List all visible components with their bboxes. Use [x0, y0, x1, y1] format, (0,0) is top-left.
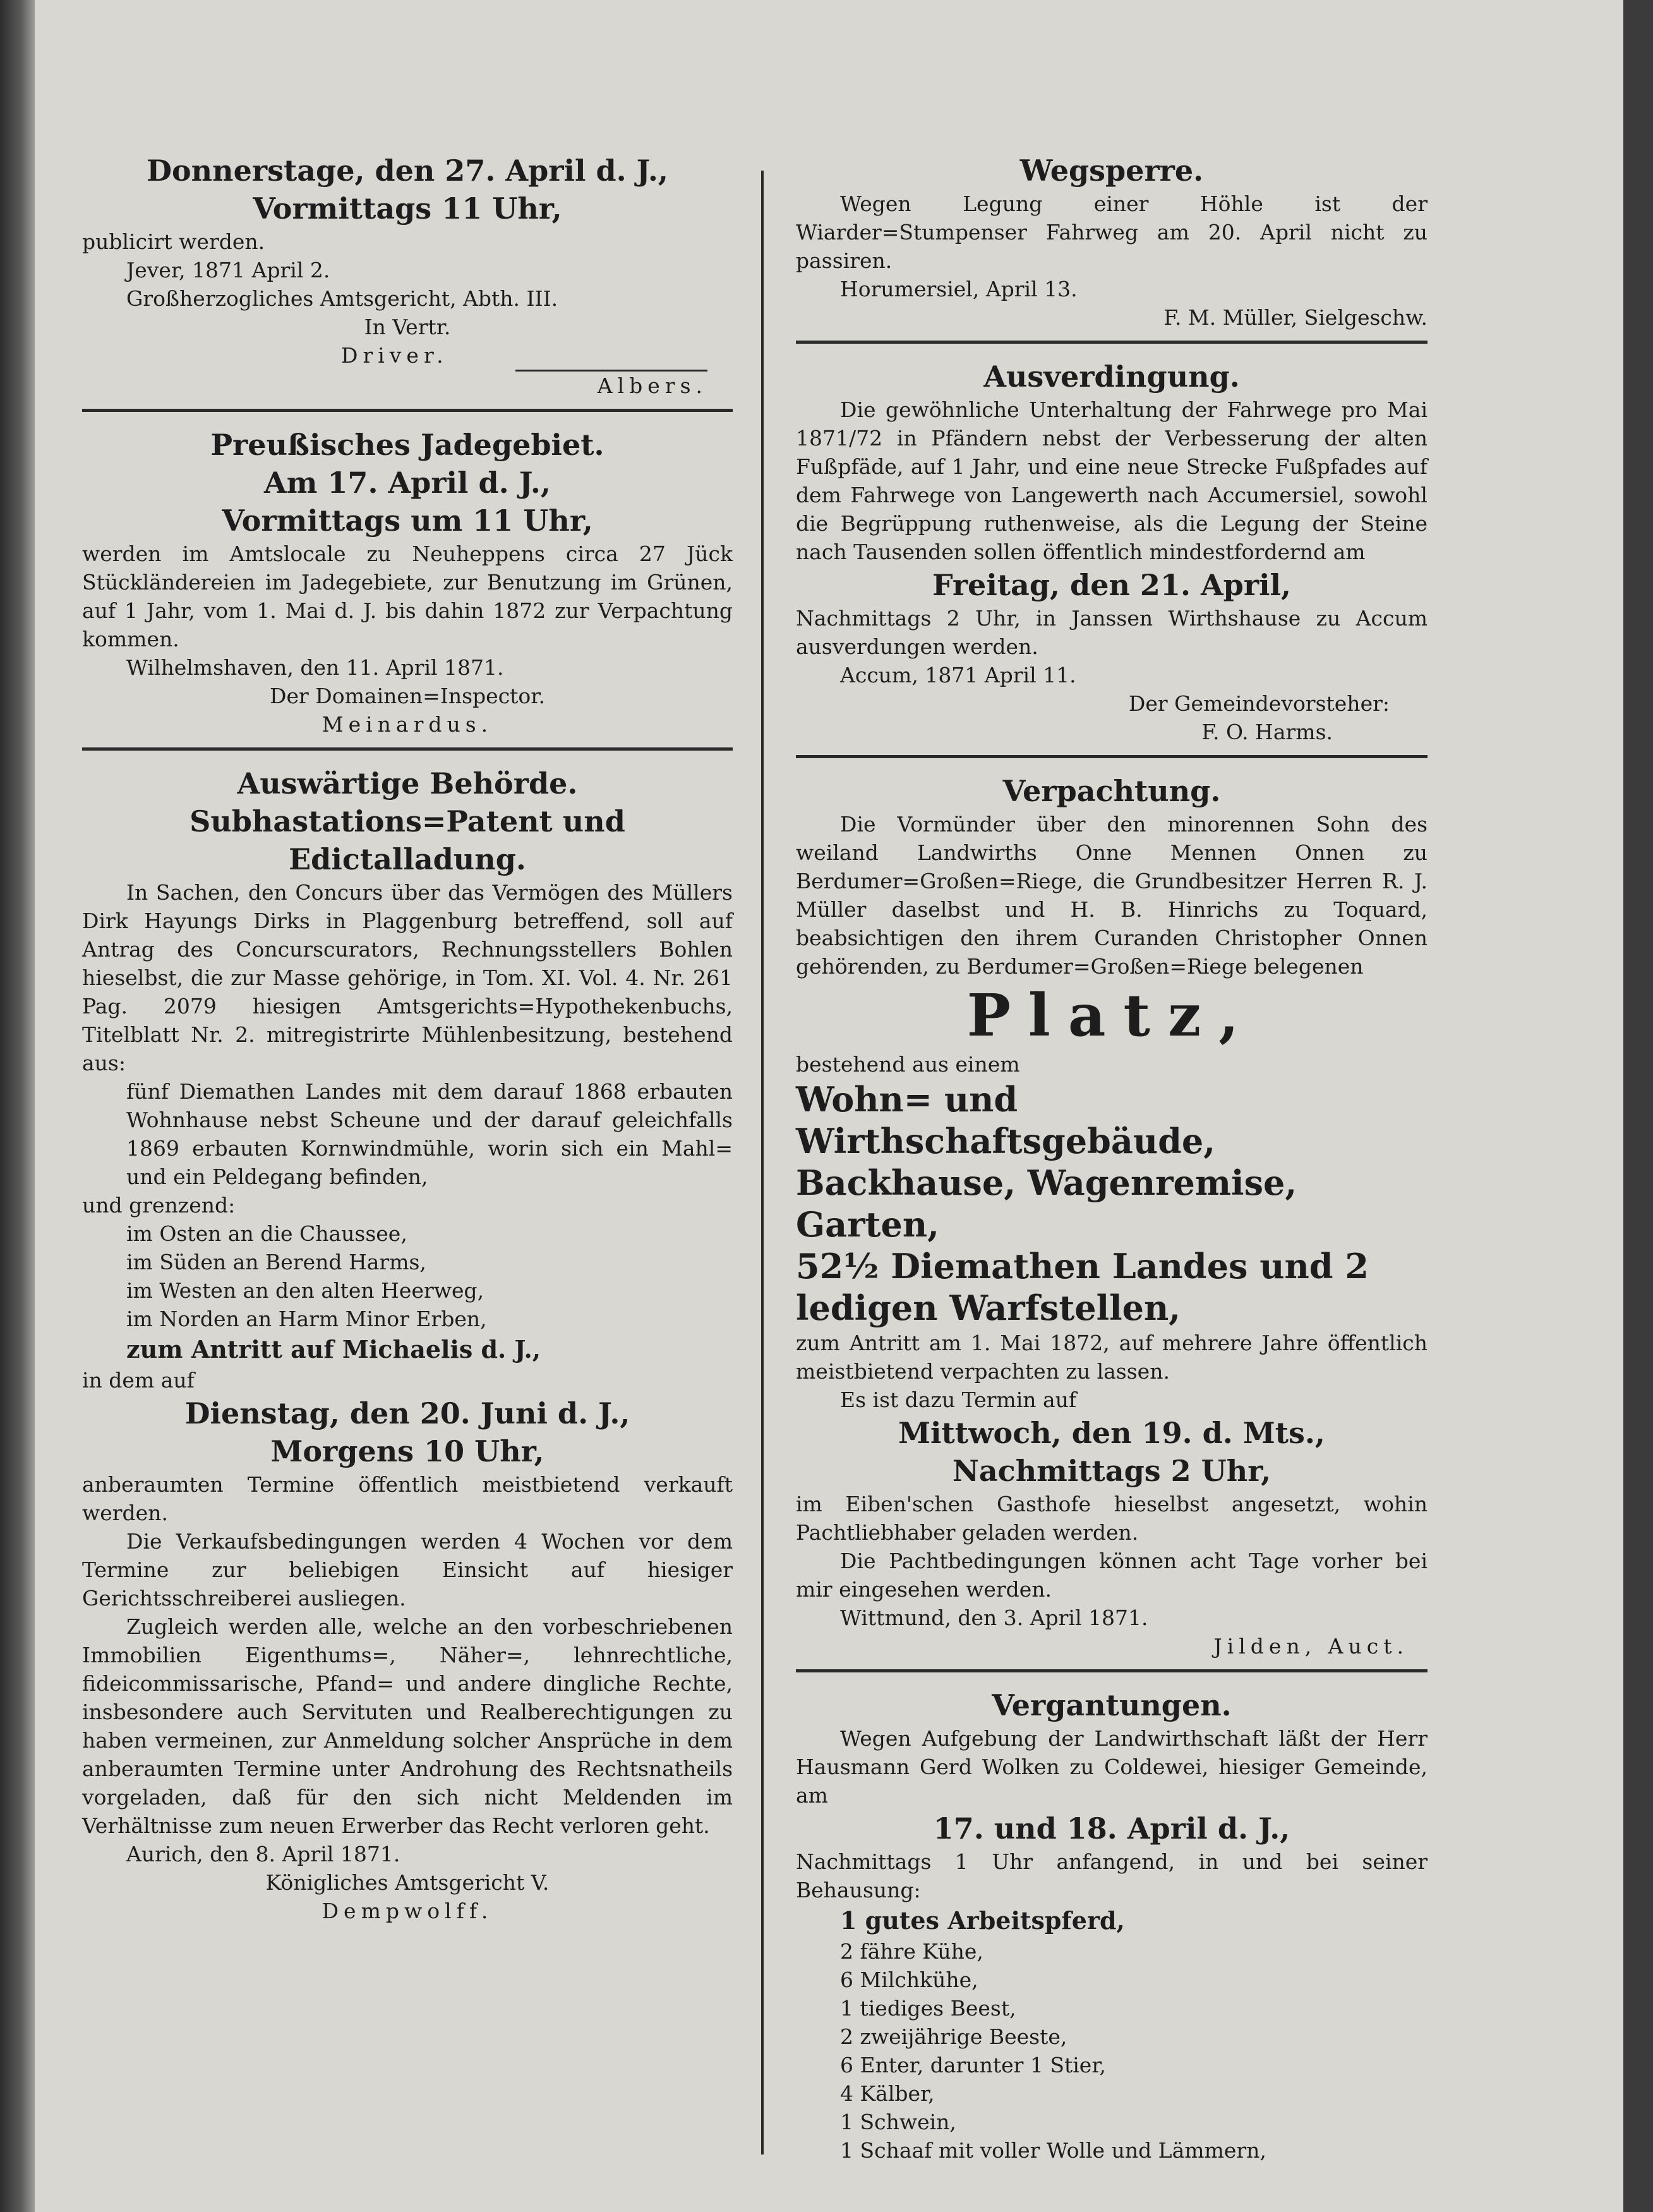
auction-item-list: [796, 1904, 1428, 2165]
notice-title-line: Subhastations=Patent und: [189, 804, 625, 838]
section-heading: Verpachtung.: [1002, 774, 1221, 808]
text-line: publicirt werden.: [82, 229, 265, 254]
signature-driver: Driver.: [341, 343, 448, 368]
notice-verpachtung: [796, 772, 1428, 1660]
list-item: 1 Schaaf mit voller Wolle und Lämmern,: [840, 2138, 1266, 2163]
notice-title-line: Edictalladung.: [289, 842, 526, 876]
notice-body: Die Verkaufsbedingungen werden 4 Wochen vor dem Termine zur beliebigen Einsicht auf hiesiger Gerichtsschreiberei ausliegen.: [82, 1529, 733, 1611]
section-rule: [82, 409, 733, 412]
text-line: und grenzend:: [82, 1193, 236, 1218]
property-description: fünf Diemathen Landes mit dem darauf 1868 erbauten Wohnhause nebst Scheune und der darauf geleichfalls 1869 erbauten Kornwindmühle, worin sich ein Mahl= und ein Peldegang befinden,: [126, 1079, 733, 1189]
in-vertretung: In Vertr.: [364, 315, 451, 339]
list-item: 2 zweijährige Beeste,: [840, 2024, 1067, 2049]
section-heading: Ausverdingung.: [983, 360, 1240, 394]
place-date: Accum, 1871 April 11.: [840, 663, 1076, 687]
notice-date-line: 17. und 18. April d. J.,: [933, 1811, 1290, 1846]
place-date: Wittmund, den 3. April 1871.: [840, 1605, 1148, 1630]
notice-body: Wegen Aufgebung der Landwirthschaft läßt der Herr Hausmann Gerd Wolken zu Coldewei, hiesiger Gemeinde, am: [796, 1726, 1428, 1808]
left-column: [82, 152, 733, 1925]
notice-time-line: Vormittags um 11 Uhr,: [222, 504, 593, 538]
place-date: Horumersiel, April 13.: [840, 277, 1078, 301]
property-line: Wohn= und Wirthschaftsgebäude,: [796, 1079, 1216, 1161]
notice-wegsperre: [796, 152, 1428, 332]
list-item: 4 Kälber,: [840, 2081, 935, 2106]
section-rule: [796, 341, 1428, 344]
notice-date-line: Mittwoch, den 19. d. Mts.,: [898, 1416, 1325, 1450]
signature: F. M. Müller, Sielgeschw.: [1163, 305, 1428, 330]
section-heading: Wegsperre.: [1019, 154, 1204, 188]
section-rule: [796, 1669, 1428, 1672]
property-line: ledigen Warfstellen,: [796, 1288, 1181, 1328]
boundary-line: im Norden an Harm Minor Erben,: [126, 1307, 487, 1331]
list-item: 1 Schwein,: [840, 2110, 956, 2134]
section-heading: Vergantungen.: [992, 1688, 1232, 1722]
boundary-line: im Westen an den alten Heerweg,: [126, 1278, 484, 1303]
issuing-office: Der Domainen=Inspector.: [270, 684, 545, 708]
notice-date-line: Am 17. April d. J.,: [264, 466, 551, 500]
list-item: 1 gutes Arbeitspferd,: [840, 1906, 1125, 1935]
place-date: Aurich, den 8. April 1871.: [126, 1842, 400, 1866]
notice-date-line: Dienstag, den 20. Juni d. J.,: [184, 1396, 630, 1430]
place-date: Jever, 1871 April 2.: [126, 258, 330, 282]
antritt-line: zum Antritt auf Michaelis d. J.,: [126, 1335, 541, 1363]
list-item: 6 Enter, darunter 1 Stier,: [840, 2053, 1106, 2077]
notice-body: Die gewöhnliche Unterhaltung der Fahrwege pro Mai 1871/72 in Pfändern nebst der Verbesserung der alten Fußpfäde, auf 1 Jahr, und eine neue Strecke Fußpfades auf dem Fahrwege von Langewerth nach Accumersiel, sowohl die Begrüppung ruthenweise, als die Legung der Steine nach Tausenden sollen öffentlich mindestfordernd am: [796, 397, 1428, 564]
issuing-office: Großherzogliches Amtsgericht, Abth. III.: [126, 286, 558, 311]
list-item: 1 tiediges Beest,: [840, 1996, 1016, 2021]
signature: Meinardus.: [322, 712, 493, 737]
notice-body: Wegen Legung einer Höhle ist der Wiarder=Stumpenser Fahrweg am 20. April nicht zu passiren.: [796, 191, 1428, 273]
notice-time-line: Vormittags 11 Uhr,: [253, 191, 562, 226]
notice-date-line: Freitag, den 21. April,: [932, 568, 1292, 602]
boundary-line: im Süden an Berend Harms,: [126, 1250, 426, 1274]
signature-albers: Albers.: [515, 370, 707, 400]
notice-vergantungen: [796, 1686, 1428, 2165]
platz-heading: Platz,: [966, 981, 1257, 1049]
notice-jadegebiet: [82, 426, 733, 739]
notice-body: Die Pachtbedingungen können acht Tage vorher bei mir eingesehen werden.: [796, 1549, 1428, 1602]
notice-date-line: Donnerstage, den 27. April d. J.,: [147, 154, 668, 188]
issuing-office: Königliches Amtsgericht V.: [265, 1870, 550, 1895]
property-line: Backhause, Wagenremise, Garten,: [796, 1163, 1297, 1245]
right-column: [761, 152, 1428, 2165]
notice-body: anberaumten Termine öffentlich meistbietend verkauft werden.: [82, 1472, 733, 1525]
notice-subhastation: [82, 765, 733, 1925]
notice-body: In Sachen, den Concurs über das Vermögen des Müllers Dirk Hayungs Dirks in Plaggenburg betreffend, soll auf Antrag des Concurscurators, Rechnungsstellers Bohlen hieselbst, die zur Masse gehörige, in Tom. XI. Vol. 4. Nr. 261 Pag. 2079 hiesigen Amtsgerichts=Hypothekenbuchs, Titelblatt Nr. 2. mitregistrirte Mühlenbesitzung, bestehend aus:: [82, 880, 733, 1075]
notice-body: Zugleich werden alle, welche an den vorbeschriebenen Immobilien Eigenthums=, Näher=, lehnrechtliche, fideicommissarische, Pfand= und andere dingliche Rechte, insbesondere auch Servituten und Realberechtigungen zu haben vermeinen, zur Anmeldung solcher Ansprüche in dem anberaumten Termine unter Androhung des Rechtsnatheils vorgeladen, daß für den sich nicht Meldenden im Verhältnisse zum neuen Erwerber das Recht verloren geht.: [82, 1614, 733, 1838]
issuing-office: Der Gemeindevorsteher:: [1128, 691, 1390, 716]
section-heading: Auswärtige Behörde.: [237, 766, 578, 801]
place-date: Wilhelmshaven, den 11. April 1871.: [126, 655, 504, 680]
section-heading: Preußisches Jadegebiet.: [210, 428, 604, 462]
signature: F. O. Harms.: [1201, 720, 1333, 744]
text-line: Es ist dazu Termin auf: [840, 1387, 1077, 1412]
boundary-line: im Osten an die Chaussee,: [126, 1221, 407, 1246]
notice-body: im Eiben'schen Gasthofe hieselbst angesetzt, wohin Pachtliebhaber geladen werden.: [796, 1492, 1428, 1545]
notice-body: werden im Amtslocale zu Neuheppens circa 27 Jück Stückländereien im Jadegebiete, zur Benutzung im Grünen, auf 1 Jahr, vom 1. Mai d. J. bis dahin 1872 zur Verpachtung kommen.: [82, 541, 733, 651]
notice-time-line: Morgens 10 Uhr,: [270, 1434, 544, 1468]
notice-body: Die Vormünder über den minorennen Sohn des weiland Landwirths Onne Mennen Onnen zu Berdumer=Großen=Riege, die Grundbesitzer Herren R. J. Müller daselbst und H. B. Hinrichs zu Toquard, beabsichtigen den ihrem Curanden Christopher Onnen gehörenden, zu Berdumer=Großen=Riege belegenen: [796, 812, 1428, 979]
list-item: 2 fähre Kühe,: [840, 1939, 983, 1964]
notice-ausverdingung: [796, 358, 1428, 746]
signature: Jilden, Auct.: [1213, 1634, 1409, 1659]
notice-body: Nachmittags 2 Uhr, in Janssen Wirthshause zu Accum ausverdungen werden.: [796, 606, 1428, 659]
section-rule: [796, 755, 1428, 758]
text-line: in dem auf: [82, 1368, 195, 1393]
notice-body: Nachmittags 1 Uhr anfangend, in und bei seiner Behausung:: [796, 1849, 1428, 1902]
text-line: bestehend aus einem: [796, 1052, 1020, 1077]
notice-time-line: Nachmittags 2 Uhr,: [952, 1454, 1271, 1488]
list-item: 6 Milchkühe,: [840, 1967, 978, 1992]
signature: Dempwolff.: [322, 1899, 493, 1923]
section-rule: [82, 747, 733, 751]
notice-amtsgericht-jever: [82, 152, 733, 400]
property-line: 52½ Diemathen Landes und 2: [796, 1246, 1369, 1286]
book-binding: [0, 0, 35, 2212]
notice-body: zum Antritt am 1. Mai 1872, auf mehrere Jahre öffentlich meistbietend verpachten zu lassen.: [796, 1331, 1428, 1384]
